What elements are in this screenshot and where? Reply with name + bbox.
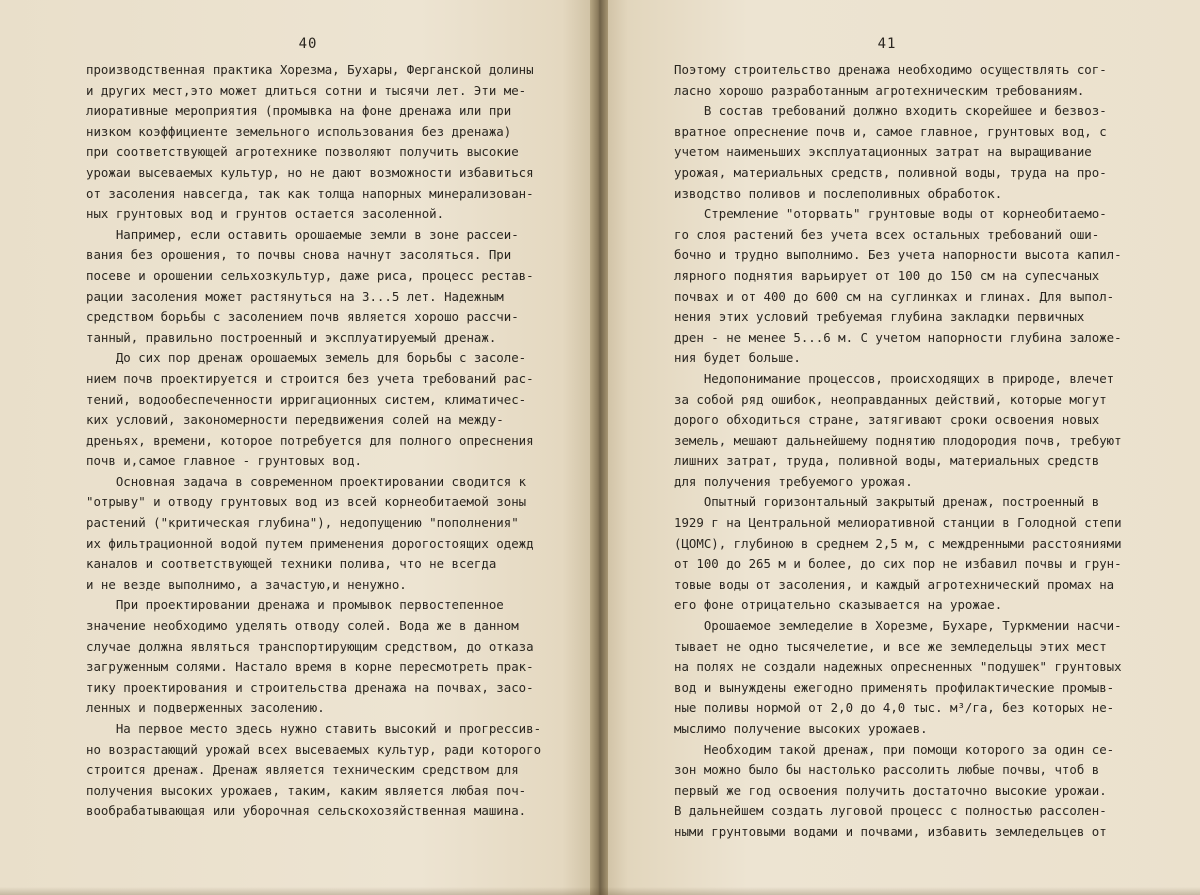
text-line: При проектировании дренажа и промывок первостепенное xyxy=(86,597,504,613)
text-line: рации засоления может растянуться на 3...5 лет. Надежным xyxy=(86,288,504,304)
text-line: бочно и трудно выполнимо. Без учета напорности высота капил- xyxy=(674,247,1122,263)
text-line: низком коэффициенте земельного использования без дренажа) xyxy=(86,123,512,139)
text-line: но возрастающий урожай всех высеваемых культур, ради которого xyxy=(86,741,542,757)
text-line: лишних затрат, труда, поливной воды, материальных средств xyxy=(674,453,1100,469)
text-line: ния будет больше. xyxy=(674,350,801,366)
text-line: ными грунтовыми водами и почвами, избавить земледельцев от xyxy=(674,823,1107,839)
text-line: Недопонимание процессов, происходящих в природе, влечет xyxy=(674,370,1115,386)
right-page-number: 41 xyxy=(877,36,897,52)
text-line: До сих пор дренаж орошаемых земель для борьбы с засоле- xyxy=(86,350,527,366)
text-line: их фильтрационной водой путем применения дорогостоящих одежд xyxy=(86,535,534,551)
page-bottom-edge xyxy=(0,887,1200,895)
text-line: нием почв проектируется и строится без учета требований рас- xyxy=(86,370,534,386)
text-line: учетом наименьших эксплуатационных затрат на выращивание xyxy=(674,144,1092,160)
text-line: ласно хорошо разработанным агротехническим требованиям. xyxy=(674,82,1085,98)
text-line: "отрыву" и отводу грунтовых вод из всей корнеобитаемой зоны xyxy=(86,494,527,510)
text-line: го слоя растений без учета всех остальных требований оши- xyxy=(674,226,1100,242)
text-line: В дальнейшем создать луговой процесс с полностью рассолен- xyxy=(674,803,1107,819)
text-line: получения высоких урожаев, таким, каким является любая поч- xyxy=(86,782,527,798)
text-line: (ЦОМС), глубиною в среднем 2,5 м, с междренными расстояниями xyxy=(674,535,1122,551)
text-line: для получения требуемого урожая. xyxy=(674,473,913,489)
text-line: изводство поливов и послеполивных обработок. xyxy=(674,185,1003,201)
text-line: дорого обходиться стране, затягивают сроки освоения новых xyxy=(674,412,1100,428)
text-line: урожаи высеваемых культур, но не дают возможности избавиться xyxy=(86,164,534,180)
text-line: средством борьбы с засолением почв является хорошо рассчи- xyxy=(86,309,519,325)
text-line: дреньях, времени, которое потребуется для полного опреснения xyxy=(86,432,534,448)
text-line: ных грунтовых вод и грунтов остается засоленной. xyxy=(86,206,445,222)
text-line: при соответствующей агротехнике позволяют получить высокие xyxy=(86,144,519,160)
text-line: растений ("критическая глубина"), недопущению "пополнения" xyxy=(86,515,519,531)
text-line: строится дренаж. Дренаж является техническим средством для xyxy=(86,762,519,778)
text-line: вод и вынуждены ежегодно применять профилактические промыв- xyxy=(674,679,1115,695)
text-line: урожая, материальных средств, поливной воды, труда на про- xyxy=(674,164,1107,180)
text-line: тений, водообеспеченности ирригационных систем, климатичес- xyxy=(86,391,527,407)
left-page-number: 40 xyxy=(298,36,318,52)
text-line: тику проектирования и строительства дренажа на почвах, засо- xyxy=(86,679,534,695)
text-line: танный, правильно построенный и эксплуатируемый дренаж. xyxy=(86,329,497,345)
text-line: вратное опреснение почв и, самое главное, грунтовых вод, с xyxy=(674,123,1107,139)
text-line: тывает не одно тысячелетие, и все же земледельцы этих мест xyxy=(674,638,1107,654)
text-line: мыслимо получение высоких урожаев. xyxy=(674,721,928,736)
text-line: его фоне отрицательно сказывается на урожае. xyxy=(674,597,1003,613)
text-line: и не везде выполнимо, а зачастую,и ненужно. xyxy=(86,576,407,592)
text-line: земель, мешают дальнейшему поднятию плодородия почв, требуют xyxy=(674,432,1122,448)
text-line: товые воды от засоления, и каждый агротехнический промах на xyxy=(674,576,1115,592)
text-line: за собой ряд ошибок, неоправданных действий, которые могут xyxy=(674,391,1107,407)
text-line: лиоративные мероприятия (промывка на фоне дренажа или при xyxy=(86,103,512,119)
text-line: загруженным солями. Настало время в корне пересмотреть прак- xyxy=(86,659,534,675)
text-line: Стремление "оторвать" грунтовые воды от корнеобитаемо- xyxy=(674,206,1107,222)
text-line: ких условий, закономерности передвижения солей на междy- xyxy=(86,412,504,428)
text-line: зон можно было бы настолько рассолить любые почвы, чтоб в xyxy=(674,762,1100,778)
right-page-text xyxy=(674,60,1160,843)
text-line: Основная задача в современном проектировании сводится к xyxy=(86,473,527,489)
text-line: В состав требований должно входить скорейшее и безвоз- xyxy=(674,103,1107,119)
left-page xyxy=(0,0,598,895)
text-line: первый же год освоения получить достаточно высокие урожаи. xyxy=(674,782,1107,798)
text-line: На первое место здесь нужно ставить высокий и прогрессив- xyxy=(86,721,542,736)
text-line: на полях не создали надежных опресненных "подушек" грунтовых xyxy=(674,659,1122,675)
text-line: вания без орошения, то почвы снова начнут засоляться. При xyxy=(86,247,512,263)
text-line: ленных и подверженных засолению. xyxy=(86,700,325,716)
text-line: почвах и от 400 до 600 см на суглинках и глинах. Для выпол- xyxy=(674,288,1115,304)
text-line: вообрабатывающая или уборочная сельскохозяйственная машина. xyxy=(86,803,527,819)
text-line: ные поливы нормой от 2,0 до 4,0 тыс. м³/га, без которых не- xyxy=(674,700,1115,716)
text-line: Поэтому строительство дренажа необходимо осуществлять сог- xyxy=(674,62,1107,77)
text-line: 1929 г на Центральной мелиоративной станции в Голодной степи xyxy=(674,515,1122,531)
left-page-text xyxy=(86,60,570,822)
text-line: каналов и соответствующей техники полива, что не всегда xyxy=(86,556,497,572)
text-line: от 100 до 265 м и более, до сих пор не избавил почвы и грун- xyxy=(674,556,1122,572)
text-line: почв и,самое главное - грунтовых вод. xyxy=(86,453,363,469)
text-line: посеве и орошении сельхозкультур, даже риса, процесс рестав- xyxy=(86,267,534,283)
book-spine xyxy=(590,0,608,895)
text-line: значение необходимо уделять отводу солей. Вода же в данном xyxy=(86,618,519,634)
text-line: производственная практика Хорезма, Бухары, Ферганской долины xyxy=(86,62,534,77)
text-line: случае должна являться транспортирующим средством, до отказа xyxy=(86,638,534,654)
text-line: Орошаемое земледелие в Хорезме, Бухаре, Туркмении насчи- xyxy=(674,618,1122,634)
text-line: от засоления навсегда, так как толща напорных минерализован- xyxy=(86,185,534,201)
right-page xyxy=(598,0,1200,895)
text-line: дрен - не менее 5...6 м. С учетом напорности глубина заложе- xyxy=(674,329,1122,345)
text-line: лярного поднятия варьирует от 100 до 150 см на супесчаных xyxy=(674,267,1100,283)
text-line: Например, если оставить орошаемые земли в зоне рассеи- xyxy=(86,226,519,242)
text-line: и других мест,это может длиться сотни и тысячи лет. Эти ме- xyxy=(86,82,527,98)
text-line: Опытный горизонтальный закрытый дренаж, построенный в xyxy=(674,494,1100,510)
text-line: Необходим такой дренаж, при помощи которого за один се- xyxy=(674,741,1115,757)
text-line: нения этих условий требуемая глубина закладки первичных xyxy=(674,309,1085,325)
